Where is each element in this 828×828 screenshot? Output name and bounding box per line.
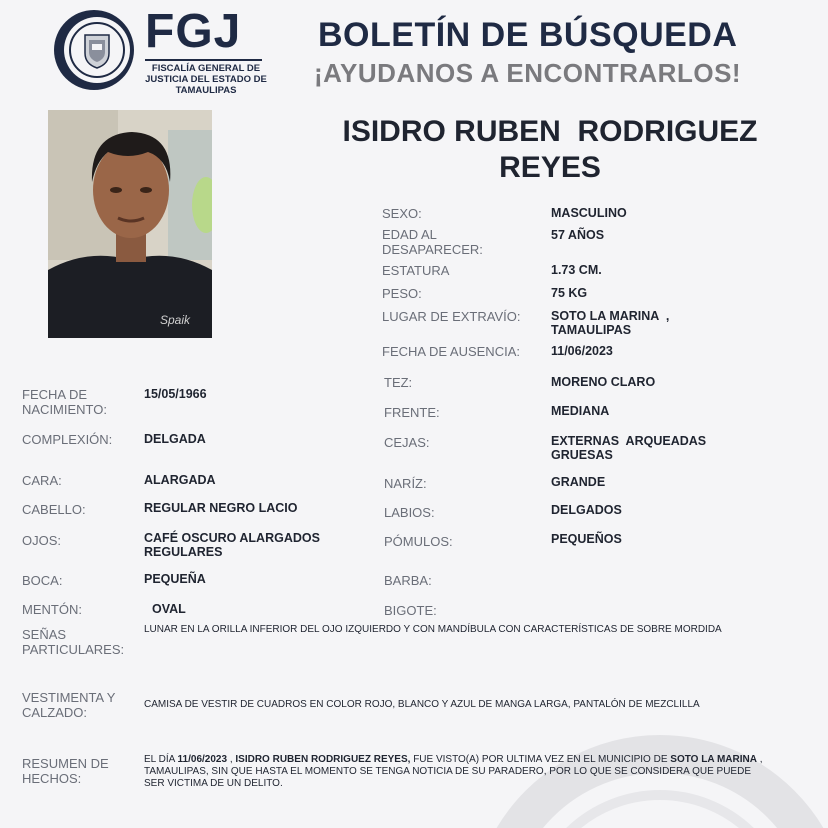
resumen-value — [144, 754, 772, 790]
person-name-line1: ISIDRO RUBEN RODRIGUEZ — [342, 115, 758, 148]
vestimenta-label: VESTIMENTA Y CALZADO: — [22, 690, 116, 720]
tez-label: TEZ: — [384, 375, 413, 390]
resumen-text-1: EL DÍA — [144, 754, 178, 765]
estatura-label: ESTATURA — [382, 263, 450, 278]
frente-value: MEDIANA — [551, 404, 610, 418]
peso-label: PESO: — [382, 286, 422, 301]
complexion-label: COMPLEXIÓN: — [22, 432, 113, 447]
bulletin-subtitle: ¡AYUDANOS A ENCONTRARLOS! — [314, 58, 742, 88]
bigote-label: BIGOTE: — [384, 603, 437, 618]
person-photo — [48, 110, 212, 338]
org-full-name: FISCALÍA GENERAL DE JUSTICIA DEL ESTADO DE TAMAULIPAS — [145, 63, 267, 96]
pomulos-value: PEQUEÑOS — [551, 532, 622, 546]
person-name-line2: REYES — [499, 151, 601, 184]
tez-value: MORENO CLARO — [551, 375, 656, 389]
boca-value: PEQUEÑA — [144, 572, 206, 586]
senas-label: SEÑAS PARTICULARES: — [22, 627, 125, 657]
resumen-text-2: , — [227, 754, 236, 765]
barba-label: BARBA: — [384, 573, 432, 588]
org-divider — [145, 59, 262, 61]
estatura-value: 1.73 CM. — [551, 263, 602, 277]
senas-value: LUNAR EN LA ORILLA INFERIOR DEL OJO IZQUIERDO Y CON MANDÍBULA CON CARACTERÍSTICAS DE SOBRE MORDIDA — [144, 624, 722, 635]
menton-value: OVAL — [152, 602, 186, 616]
nariz-label: NARÍZ: — [384, 476, 427, 491]
cejas-label: CEJAS: — [384, 435, 430, 450]
lugar-label: LUGAR DE EXTRAVÍO: — [382, 309, 521, 324]
sexo-label: SEXO: — [382, 206, 422, 221]
fecha-ausencia-value: 11/06/2023 — [551, 344, 613, 358]
edad-value: 57 AÑOS — [551, 228, 605, 242]
peso-value: 75 KG — [551, 286, 588, 300]
lugar-value: SOTO LA MARINA , TAMAULIPAS — [551, 309, 673, 337]
frente-label: FRENTE: — [384, 405, 440, 420]
cejas-value: EXTERNAS ARQUEADAS GRUESAS — [551, 434, 710, 462]
boca-label: BOCA: — [22, 573, 63, 588]
ojos-label: OJOS: — [22, 533, 62, 548]
nacimiento-label: FECHA DE NACIMIENTO: — [22, 387, 107, 417]
cabello-label: CABELLO: — [22, 502, 86, 517]
sexo-value: MASCULINO — [551, 206, 627, 220]
svg-text:Spaik: Spaik — [160, 313, 191, 327]
nariz-value: GRANDE — [551, 475, 606, 489]
ojos-value: CAFÉ OSCURO ALARGADOS REGULARES — [144, 531, 320, 559]
bulletin-title: BOLETÍN DE BÚSQUEDA — [318, 16, 738, 54]
fgj-seal-icon — [52, 8, 136, 92]
person-name — [300, 114, 800, 186]
complexion-value: DELGADA — [144, 432, 206, 446]
resumen-name: ISIDRO RUBEN RODRIGUEZ REYES, — [235, 754, 411, 765]
vestimenta-value: CAMISA DE VESTIR DE CUADROS EN COLOR ROJO, BLANCO Y AZUL DE MANGA LARGA, PANTALÓN DE MEZCLILLA — [144, 699, 700, 710]
org-short: FGJ — [145, 5, 242, 58]
labios-value: DELGADOS — [551, 503, 622, 517]
nacimiento-value: 15/05/1966 — [144, 387, 207, 401]
pomulos-label: PÓMULOS: — [384, 534, 453, 549]
resumen-label: RESUMEN DE HECHOS: — [22, 756, 109, 786]
resumen-date: 11/06/2023 — [177, 754, 228, 765]
cara-value: ALARGADA — [144, 473, 216, 487]
menton-label: MENTÓN: — [22, 602, 82, 617]
fecha-ausencia-label: FECHA DE AUSENCIA: — [382, 344, 520, 359]
resumen-text-4: , TAMAULIPAS, SIN QUE HASTA EL MOMENTO SE TENGA NOTICIA DE SU PARADERO, POR LO QUE SE CONSIDERA QUE PUEDE SER VICTIMA DE UN DELITO. — [144, 754, 763, 789]
cara-label: CARA: — [22, 473, 62, 488]
resumen-place: SOTO LA MARINA — [670, 754, 757, 765]
edad-label: EDAD AL DESAPARECER: — [382, 227, 483, 257]
resumen-text-3: FUE VISTO(A) POR ULTIMA VEZ EN EL MUNICIPIO DE — [410, 754, 671, 765]
cabello-value: REGULAR NEGRO LACIO — [144, 501, 298, 515]
labios-label: LABIOS: — [384, 505, 435, 520]
